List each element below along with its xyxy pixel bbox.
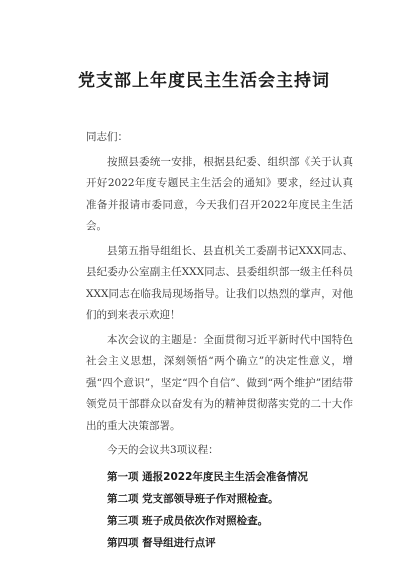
document-title: 党支部上年度民主生活会主持词 [78, 71, 330, 91]
agenda-item-3: 第三项 班子成员依次作对照检查。 [107, 514, 269, 527]
paragraph-agenda-intro: 今天的会议共3项议程： [107, 444, 219, 456]
paragraph-guests: 县第五指导组组长、县直机关工委副书记XXX同志、县纪委办公室副主任XXX同志、县委组织部一级主任科员XXX同志在临我局现场指导。让我们以热烈的掌声，对他们的到来表示欢迎！ [86, 244, 353, 321]
paragraph-arrangement: 按照县委统一安排，根据县纪委、组织部《关于认真开好2022年度专题民主生活会的通知》要求，经过认真准备并报请市委同意，今天我们召开2022年度民主生活会。 [86, 155, 353, 232]
agenda-item-2: 第二项 党支部领导班子作对照检查。 [107, 492, 279, 505]
agenda-list [86, 466, 353, 554]
agenda-item-1: 第一项 通报2022年度民主生活会准备情况 [107, 470, 308, 483]
agenda-item-4: 第四项 督导组进行点评 [107, 536, 216, 549]
paragraph-theme: 本次会议的主题是：全面贯彻习近平新时代中国特色社会主义思想，深刻领悟“两个确立”的决定性意义，增强“四个意识”，坚定“四个自信”、做到“两个维护”团结带领党员干部群众以奋发有为的精神贯彻落实党的二十大作出的重大决策部署。 [86, 333, 353, 432]
salutation: 同志们： [86, 131, 128, 143]
document-body [86, 127, 353, 554]
